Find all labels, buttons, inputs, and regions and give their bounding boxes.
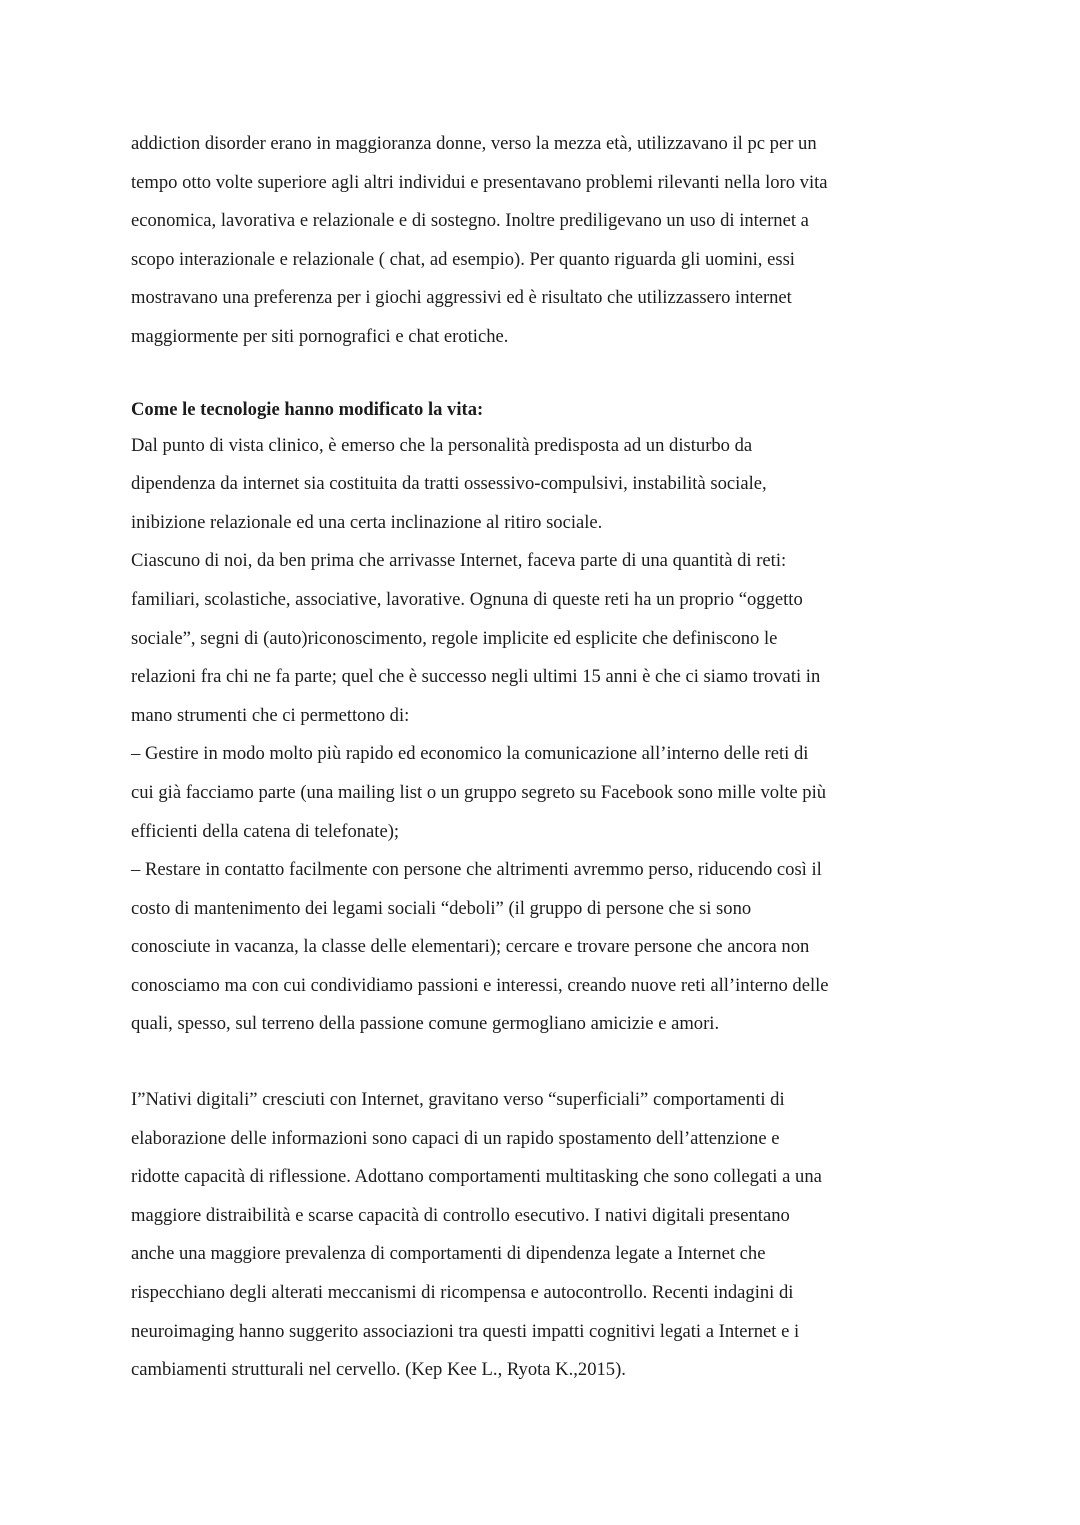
text-line: scopo interazionale e relazionale ( chat, ad esempio). Per quanto riguarda gli uomini, essi [131, 248, 795, 270]
text-line: sociale”, segni di (auto)riconoscimento, regole implicite ed esplicite che definiscono le [131, 627, 778, 649]
text-line: costo di mantenimento dei legami sociali “deboli” (il gruppo di persone che si sono [131, 897, 752, 919]
section-heading: Come le tecnologie hanno modificato la vita: [131, 398, 484, 420]
text-line: Dal punto di vista clinico, è emerso che la personalità predisposta ad un disturbo da [131, 434, 753, 456]
paragraph-spacer [131, 1044, 961, 1081]
text-line: maggiormente per siti pornografici e chat erotiche. [131, 325, 509, 347]
text-line: relazioni fra chi ne fa parte; quel che è successo negli ultimi 15 anni è che ci siamo trovati in [131, 666, 821, 688]
text-line: rispecchiano degli alterati meccanismi di ricompensa e autocontrollo. Recenti indagini di [131, 1282, 794, 1304]
text-line: conosciamo ma con cui condividiamo passioni e interessi, creando nuove reti all’interno delle [131, 974, 829, 996]
text-line: mano strumenti che ci permettono di: [131, 704, 410, 726]
text-line: maggiore distraibilità e scarse capacità di controllo esecutivo. I nativi digitali presentano [131, 1204, 790, 1226]
text-line: inibizione relazionale ed una certa inclinazione al ritiro sociale. [131, 511, 603, 533]
text-line: economica, lavorativa e relazionale e di sostegno. Inoltre prediligevano un uso di internet a [131, 210, 809, 232]
text-line: conosciute in vacanza, la classe delle elementari); cercare e trovare persone che ancora non [131, 936, 810, 958]
paragraph-spacer [131, 357, 961, 393]
paragraph-digital-natives [131, 1081, 961, 1390]
text-line: tempo otto volte superiore agli altri individui e presentavano problemi rilevanti nella loro vita [131, 171, 828, 193]
paragraph-addiction-profile [131, 125, 961, 357]
text-line: cambiamenti strutturali nel cervello. (Kep Kee L., Ryota K.,2015). [131, 1359, 626, 1381]
text-line: quali, spesso, sul terreno della passione comune germogliano amicizie e amori. [131, 1013, 720, 1035]
text-line: anche una maggiore prevalenza di comportamenti di dipendenza legate a Internet che [131, 1243, 766, 1265]
text-line: elaborazione delle informazioni sono capaci di un rapido spostamento dell’attenzione e [131, 1127, 780, 1149]
text-line: dipendenza da internet sia costituita da tratti ossessivo-compulsivi, instabilità sociale, [131, 473, 767, 495]
text-line: ridotte capacità di riflessione. Adottano comportamenti multitasking che sono collegati a una [131, 1166, 822, 1188]
text-line: mostravano una preferenza per i giochi aggressivi ed è risultato che utilizzassero internet [131, 287, 792, 309]
paragraph-technology-life [131, 427, 961, 1045]
text-line: familiari, scolastiche, associative, lavorative. Ognuna di queste reti ha un proprio “oggetto [131, 588, 803, 610]
text-line: neuroimaging hanno suggerito associazioni tra questi impatti cognitivi legati a Internet e i [131, 1320, 800, 1342]
text-line: efficienti della catena di telefonate); [131, 820, 400, 842]
text-line: I”Nativi digitali” cresciuti con Internet, gravitano verso “superficiali” comportamenti di [131, 1089, 785, 1111]
text-line: Ciascuno di noi, da ben prima che arrivasse Internet, faceva parte di una quantità di reti: [131, 550, 787, 572]
text-line: cui già facciamo parte (una mailing list o un gruppo segreto su Facebook sono mille volte più [131, 781, 827, 803]
text-line: addiction disorder erano in maggioranza donne, verso la mezza età, utilizzavano il pc per un [131, 133, 817, 154]
text-line: – Restare in contatto facilmente con persone che altrimenti avremmo perso, riducendo così il [131, 859, 822, 881]
document-page [131, 125, 961, 1390]
text-line: – Gestire in modo molto più rapido ed economico la comunicazione all’interno delle reti di [131, 743, 809, 765]
